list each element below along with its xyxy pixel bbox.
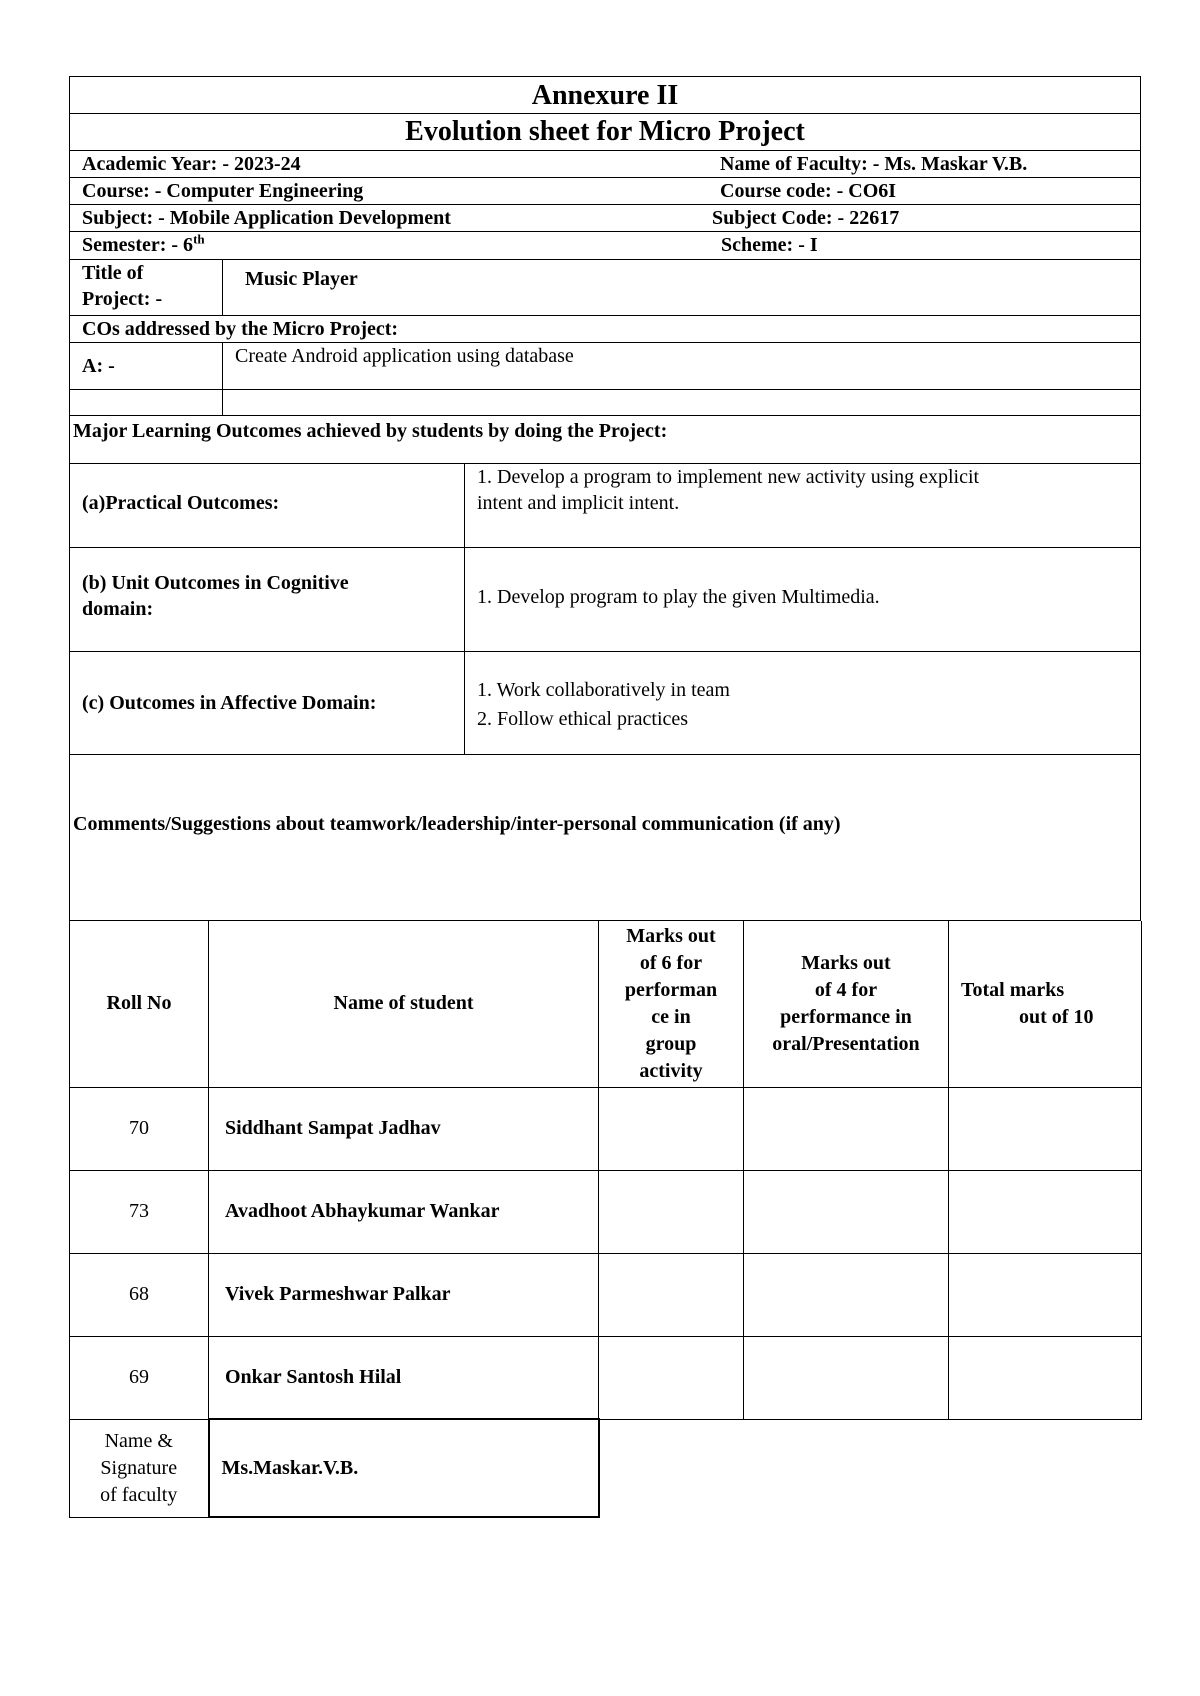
info-row-semester [69, 232, 1141, 260]
semester [82, 232, 205, 258]
header-marks-six-line: of 6 for [639, 951, 703, 974]
header-total-line2: out of 10 [1019, 1005, 1094, 1028]
unit-outcomes-row [69, 548, 1141, 652]
total-marks-cell [949, 1336, 1142, 1419]
signature-blank [599, 1419, 1142, 1517]
student-name-cell: Avadhoot Abhaykumar Wankar [209, 1170, 599, 1253]
student-name-cell: Onkar Santosh Hilal [209, 1336, 599, 1419]
header-total-marks [949, 921, 1142, 1087]
cos-heading: COs addressed by the Micro Project: [69, 316, 1141, 343]
outcomes-heading: Major Learning Outcomes achieved by students by doing the Project: [69, 416, 1141, 464]
co-empty-value [222, 390, 1140, 415]
project-title-label-line2: Project: - [82, 288, 163, 310]
header-roll-no: Roll No [70, 921, 209, 1087]
course-code: Course code: - CO6I [720, 180, 897, 202]
header-marks-six-line: Marks out [626, 924, 716, 947]
project-title-value: Music Player [222, 260, 1140, 315]
co-empty-row [69, 390, 1141, 416]
total-marks-cell [949, 1087, 1142, 1170]
marks-six-cell [599, 1336, 744, 1419]
roll-no-cell: 73 [70, 1170, 209, 1253]
marks-four-cell [744, 1336, 949, 1419]
roll-no-cell: 68 [70, 1253, 209, 1336]
subject: Subject: - Mobile Application Development [82, 207, 451, 229]
header-marks-four-line: of 4 for [814, 978, 878, 1001]
subject-code: Subject Code: - 22617 [712, 207, 900, 229]
project-title-row [69, 260, 1141, 316]
table-row [70, 1087, 1142, 1170]
practical-outcomes-row [69, 464, 1141, 548]
practical-outcomes-value [464, 464, 1140, 547]
course: Course: - Computer Engineering [82, 180, 364, 202]
practical-outcomes-label: (a)Practical Outcomes: [82, 492, 280, 514]
unit-outcomes-value: 1. Develop program to play the given Multimedia. [464, 548, 1140, 651]
co-a-row [69, 343, 1141, 390]
header-marks-six [599, 921, 744, 1087]
co-a-value: Create Android application using database [222, 343, 1140, 389]
annexure-title: Annexure II [69, 76, 1141, 114]
semester-suffix: th [193, 231, 205, 247]
header-marks-four [744, 921, 949, 1087]
practical-outcome-line1: 1. Develop a program to implement new activity using explicit [477, 466, 980, 488]
roll-no-cell: 70 [70, 1087, 209, 1170]
signature-label-line: of faculty [100, 1483, 178, 1506]
evaluation-sheet [69, 76, 1141, 1518]
header-marks-six-line: activity [639, 1059, 703, 1082]
header-marks-four-line: performance in [780, 1005, 912, 1028]
faculty-signature: Ms.Maskar.V.B. [209, 1419, 599, 1517]
marks-header-row [70, 921, 1142, 1087]
project-title-label-line1: Title of [82, 262, 144, 284]
info-row-subject [69, 205, 1141, 232]
scheme: Scheme: - I [721, 234, 818, 256]
roll-no-cell: 69 [70, 1336, 209, 1419]
practical-outcome-line2: intent and implicit intent. [477, 492, 680, 514]
header-marks-four-line: Marks out [801, 951, 891, 974]
signature-label [70, 1419, 209, 1517]
signature-row [70, 1419, 1142, 1517]
student-name-cell: Vivek Parmeshwar Palkar [209, 1253, 599, 1336]
header-marks-six-line: group [645, 1032, 697, 1055]
affective-outcome-1: 1. Work collaboratively in team [477, 679, 730, 701]
table-row [70, 1253, 1142, 1336]
info-row-course [69, 178, 1141, 205]
header-marks-four-line: oral/Presentation [772, 1032, 920, 1055]
affective-outcome-2: 2. Follow ethical practices [477, 708, 689, 730]
co-a-label: A: - [82, 355, 115, 377]
faculty-name: Name of Faculty: - Ms. Maskar V.B. [720, 153, 1028, 175]
sheet-title: Evolution sheet for Micro Project [69, 114, 1141, 151]
marks-four-cell [744, 1253, 949, 1336]
affective-outcomes-label: (c) Outcomes in Affective Domain: [82, 692, 377, 714]
header-student-name: Name of student [209, 921, 599, 1087]
marks-six-cell [599, 1087, 744, 1170]
table-row [70, 1336, 1142, 1419]
affective-outcomes-row [69, 652, 1141, 755]
marks-six-cell [599, 1170, 744, 1253]
signature-label-line: Signature [100, 1456, 178, 1479]
unit-outcomes-label [70, 548, 464, 651]
student-name-cell: Siddhant Sampat Jadhav [209, 1087, 599, 1170]
unit-outcomes-label-line1: (b) Unit Outcomes in Cognitive [82, 572, 349, 594]
header-total-line1: Total marks [961, 978, 1065, 1001]
header-marks-six-line: ce in [651, 1005, 691, 1028]
table-row [70, 1170, 1142, 1253]
signature-label-line: Name & [104, 1429, 173, 1452]
marks-four-cell [744, 1087, 949, 1170]
total-marks-cell [949, 1253, 1142, 1336]
co-empty-label [70, 390, 222, 415]
affective-outcomes-value [464, 652, 1140, 754]
academic-year: Academic Year: - 2023-24 [82, 153, 301, 175]
comments-section: Comments/Suggestions about teamwork/leadership/inter-personal communication (if any) [69, 755, 1141, 921]
marks-table [69, 921, 1142, 1518]
semester-value: Semester: - 6 [82, 234, 194, 256]
marks-six-cell [599, 1253, 744, 1336]
marks-four-cell [744, 1170, 949, 1253]
info-row-year [69, 151, 1141, 178]
unit-outcomes-label-line2: domain: [82, 598, 154, 620]
header-marks-six-line: performan [624, 978, 718, 1001]
total-marks-cell [949, 1170, 1142, 1253]
project-title-label [70, 260, 222, 315]
